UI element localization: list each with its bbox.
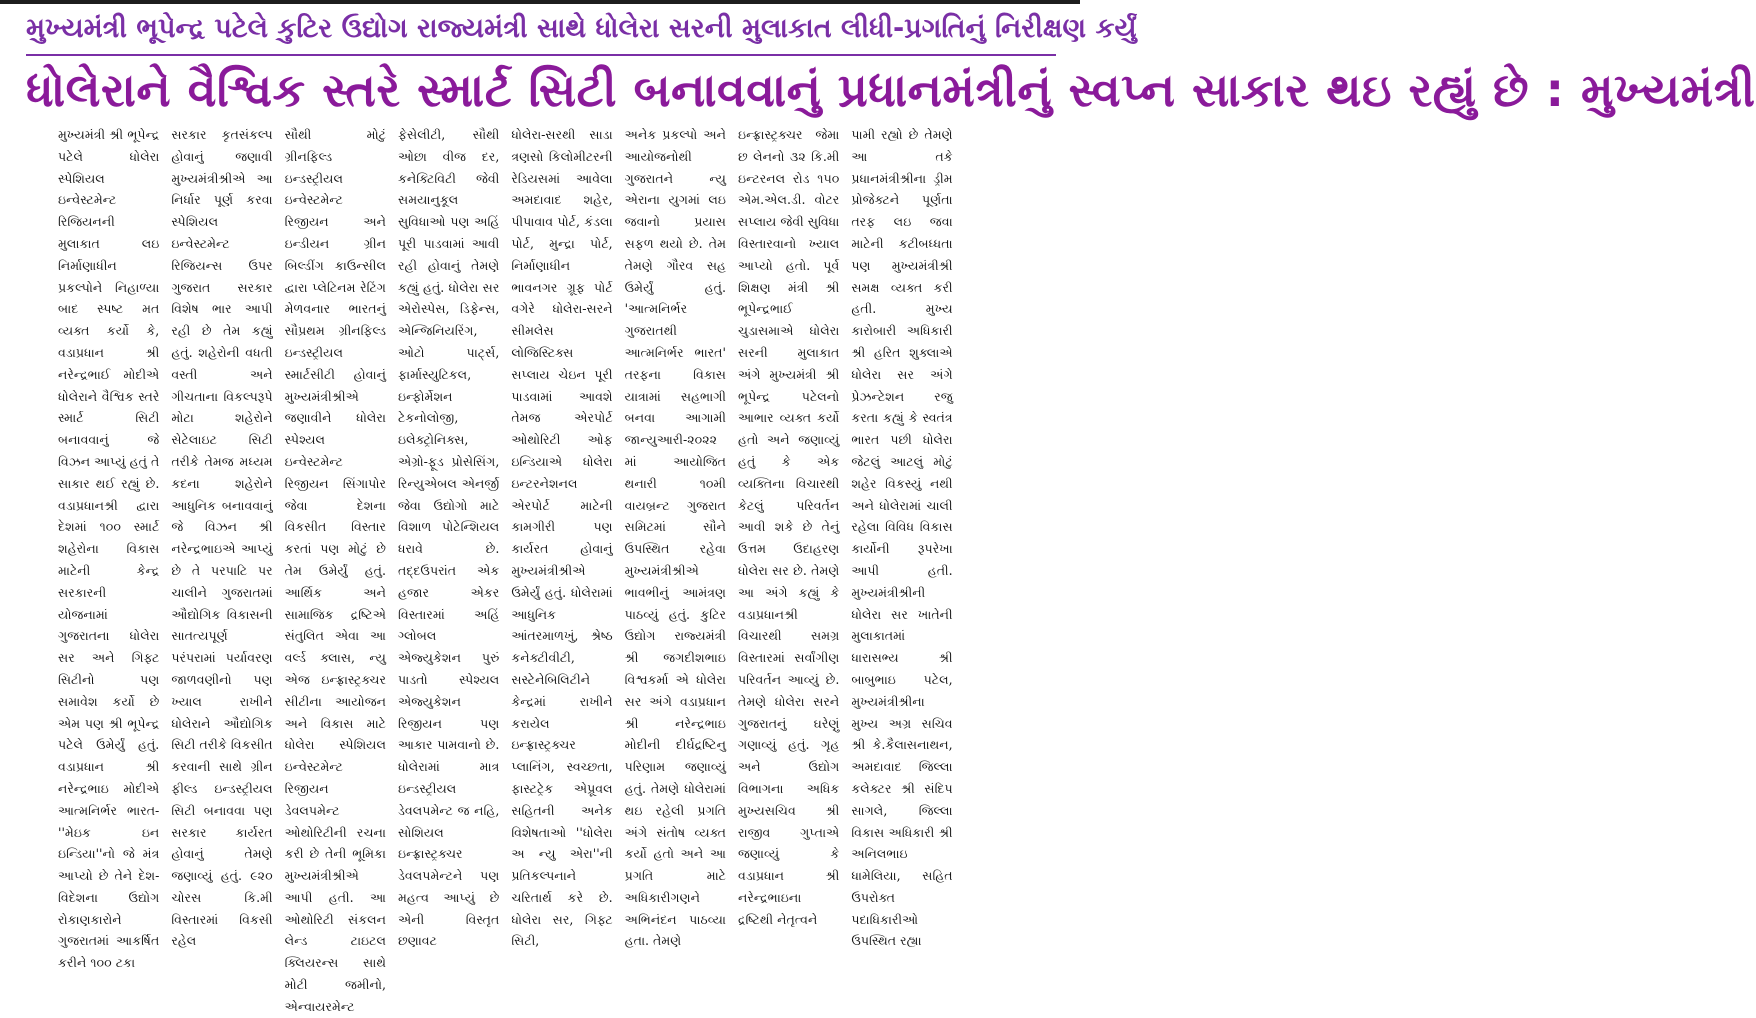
article-column-6: અનેક પ્રકલ્પો અને આયોજનોથી ગુજરાતને ન્યુ એરાના યુગમાં લઇ જવાનો પ્રયાસ સફળ થયો છે. તેમ તેમણે ગૌરવ સહ ઉમેર્યું હતું. 'આત્મનિર્ભર ગુજરાતથી આત્મનિર્ભર ભારત' તરફના વિકાસ યાત્રામાં સહભાગી બનવા આગામી જાન્યુઆરી-૨૦૨૨ માં આયોજિત થનારી ૧૦મી વાયબ્રન્ટ ગુજરાત સમિટમાં સૌને ઉપસ્થિત રહેવા મુખ્યમંત્રીશ્રીએ ભાવભીનું આમંત્રણ પાઠવ્યું હતું. કુટિર ઉદ્યોગ રાજ્યમંત્રી શ્રી જગદીશભાઇ વિશ્વકર્મા એ ધોલેરા સર અંગે વડાપ્રધાન શ્રી નરેન્દ્રભાઇ મોદીની દીર્ઘદ્રષ્ટિનુ પરિણામ જણાવ્યું હતું. તેમણે ધોલેરામાં થઇ રહેલી પ્રગતિ અંગે સંતોષ વ્યક્ત કર્યો હતો અને આ પ્રગતિ માટે અધિકારીગણને અભિનંદન પાઠવ્યા હતા. તેમણે [624, 127, 726, 949]
article-column-3: સૌથી મોટું ગ્રીનફિલ્ડ ઇન્ડસ્ટ્રીયલ ઇન્વેસ્ટમેન્ટ રિજીયન અને ઇન્ડીયન ગ્રીન બિલ્ડીંગ કાઉન્સીલ દ્વારા પ્લેટિનમ રેટિંગ મેળવનાર ભારતનું સૌપ્રથમ ગ્રીનફિલ્ડ ઇન્ડસ્ટ્રીયલ સ્માર્ટસીટી હોવાનું મુખ્યમંત્રીશ્રીએ જણાવીને ધોલેરા સ્પેશ્યલ ઇન્વેસ્ટમેન્ટ રિજીયન સિંગાપોર જેવા દેશના વિકસીત વિસ્તાર કરતાં પણ મોટું છે તેમ ઉમેર્યું હતું. આર્થિક અને સામાજિક દ્રષ્ટિએ સંતુલિત એવા આ વર્લ્ડ ક્લાસ, ન્યુ એજ ઇન્ફ્રાસ્ટ્રક્ચર સીટીના આયોજન અને વિકાસ માટે ધોલેરા સ્પેશિયલ ઇન્વેસ્ટમેન્ટ રિજીયન ડેવલપમેન્ટ ઓથોરિટીની રચના કરી છે તેની ભૂમિકા મુખ્યમંત્રીશ્રીએ આપી હતી. આ ઓથોરિટી સંકલન લેન્ડ ટાઇટલ ક્લિયરન્સ સાથે મોટી જમીનો, એન્વાયરમેન્ટ [284, 127, 386, 1014]
article-column-2: સરકાર કૃતસંકલ્પ હોવાનું જણાવી મુખ્યમંત્રીશ્રીએ આ નિર્ધાર પૂર્ણ કરવા સ્પેશિયલ ઇન્વેસ્ટમેન્ટ રિજિયન્સ ઉપર ગુજરાત સરકાર વિશેષ ભાર આપી રહી છે તેમ કહ્યું હતું. શહેરોની વધતી વસ્તી અને ગીચતાના વિકલ્પરૂપે મોટા શહેરોને સેટેલાઇટ સિટી તરીકે તેમજ મધ્યમ કદના શહેરોને આધુનિક બનાવવાનું જે વિઝન શ્રી નરેન્દ્રભાઇએ આપ્યું છે તે પરપાટિ પર ચાલીને ગુજરાતમાં ઔદ્યોગિક વિકાસની સાતત્યપૂર્ણ પરંપરામાં પર્યાવરણ જાળવણીનો પણ ખ્યાલ રાખીને ધોલેરાને ઔદ્યોગિક સિટી તરીકે વિકસીત કરવાની સાથે ગ્રીન ફીલ્ડ ઇન્ડસ્ટ્રીયલ સિટી બનાવવા પણ સરકાર કાર્યરત હોવાનું તેમણે જણાવ્યું હતું. ૯૨૦ ચોરસ કિ.મી વિસ્તારમાં વિકસી રહેલ [171, 127, 273, 949]
article-column-1: મુખ્યમંત્રી શ્રી ભૂપેન્દ્ર પટેલે ધોલેરા સ્પેશિયલ ઇન્વેસ્ટમેન્ટ રિજિયનની મુલાકાત લઇ નિર્માણાધીન પ્રકલ્પોને નિહાળ્યા બાદ સ્પષ્ટ મત વ્યક્ત કર્યો કે, વડાપ્રધાન શ્રી નરેન્દ્રભાઈ મોદીએ ધોલેરાને વૈશ્વિક સ્તરે સ્માર્ટ સિટી બનાવવાનું જે વિઝન આપ્યું હતું તે સાકાર થઈ રહ્યું છે. વડાપ્રધાનશ્રી દ્વારા દેશમાં ૧૦૦ સ્માર્ટ શહેરોના વિકાસ માટેની કેન્દ્ર સરકારની યોજનામાં ગુજરાતના ધોલેરા સર અને ગિફ્ટ સિટીનો પણ સમાવેશ કર્યો છે એમ પણ શ્રી ભૂપેન્દ્ર પટેલે ઉમેર્યું હતું. વડાપ્રધાન શ્રી નરેન્દ્રભાઇ મોદીએ આત્મનિર્ભર ભારત- ''મેઇક ઇન ઇન્ડિયા''નો જે મંત્ર આપ્યો છે તેને દેશ-વિદેશના ઉદ્યોગ રોકાણકારોને ગુજરાતમાં આકર્ષિત કરીને ૧૦૦ ટકા [58, 127, 160, 971]
top-border [0, 0, 1080, 4]
subheadline: મુખ્યમંત્રી ભૂપેન્દ્ર પટેલે કુટિર ઉદ્યોગ રાજ્યમંત્રી સાથે ધોલેરા સરની મુલાકાત લીધી-પ્રગતિનું નિરીક્ષણ કર્યું [26, 13, 1137, 44]
headline: ધોલેરાને વૈશ્વિક સ્તરે સ્માર્ટ સિટી બનાવવાનું પ્રધાનમંત્રીનું સ્વપ્ન સાકાર થઇ રહ્યું છે : મુખ્યમંત્રી [26, 63, 1756, 117]
article-column-5: ધોલેરા-સરથી સાડા ત્રણસો કિલોમીટરની રેડિયસમાં આવેલા અમદાવાદ શહેર, પીપાવાવ પોર્ટ, કંડલા પોર્ટ, મુન્દ્રા પોર્ટ, નિર્માણાધીન ભાવનગર ગ્રૂફ પોર્ટ વગેરે ધોલેરા-સરને સીમલેસ લોજિસ્ટિક્સ સપ્લાય ચેઇન પૂરી પાડવામાં આવશે તેમજ એરપોર્ટ ઓથોરિટી ઓફ ઇન્ડિયાએ ધોલેરા ઇન્ટરનેશનલ એરપોર્ટ માટેની કામગીરી પણ કાર્યરત હોવાનું મુખ્યમંત્રીશ્રીએ ઉમેર્યું હતું. ધોલેરામાં આધુનિક આંતરમાળખું, શ્રેષ્ઠ કનેક્ટીવીટી, સસ્ટેનેબિલિટીને કેન્દ્રમાં રાખીને કરાયેલ ઇન્ફ્રાસ્ટ્રક્ચર પ્લાનિંગ, સ્વચ્છતા, ફાસ્ટટ્રેક એપ્રૂવલ સહિતની અનેક વિશેષતાઓ ''ધોલેરા અ ન્યુ એરા''ની પ્રતિકલ્પનાને ચરિતાર્થ કરે છે. ધોલેરા સર, ગિફ્ટ સિટી, [511, 127, 613, 949]
article-column-8: પામી રહ્યો છે તેમણે આ તકે પ્રધાનમંત્રીશ્રીના ડ્રીમ પ્રોજેક્ટને પૂર્ણતા તરફ લઇ જવા માટેની કટીબધ્ધતા પણ મુખ્યમંત્રીશ્રી સમક્ષ વ્યક્ત કરી હતી. મુખ્ય કારોબારી અધિકારી શ્રી હરિત શુક્લાએ ધોલેરા સર અંગે પ્રેઝન્ટેશન રજુ કરતા કહ્યું કે સ્વતંત્ર ભારત પછી ધોલેરા જેટલું આટલું મોટું શહેર વિકસ્યું નથી અને ધોલેરામાં ચાલી રહેલા વિવિધ વિકાસ કાર્યોની રૂપરેખા આપી હતી. મુખ્યમંત્રીશ્રીની ધોલેરા સર ખાતેની મુલાકાતમાં ધારાસભ્ય શ્રી બાબુભાઇ પટેલ, મુખ્યમંત્રીશ્રીના મુખ્ય અગ્ર સચિવ શ્રી કે.કૈલાસનાથન, અમદાવાદ જિલ્લા કલેક્ટર શ્રી સંદિપ સાગલે, જિલ્લા વિકાસ અધિકારી શ્રી અનિલભાઇ ધામેલિયા, સહિત ઉપરોક્ત પદાધિકારીઓ ઉપસ્થિત રહ્યા [851, 127, 953, 949]
article-column-7: ઇન્ફ્રાસ્ટ્રક્ચર જેમા છ લેનનો ૩૨ કિ.મી ઇન્ટરનલ રોડ ૧૫૦ એમ.એલ.ડી. વોટર સપ્લાય જેવી સુવિધા વિસ્તારવાનો ખ્યાલ આપ્યો હતો. પૂર્વ શિક્ષણ મંત્રી શ્રી ભૂપેન્દ્રભાઈ ચુડાસમાએ ધોલેરા સરની મુલાકાત અંગે મુખ્યમંત્રી શ્રી ભૂપેન્દ્ર પટેલનો આભાર વ્યક્ત કર્યો હતો અને જણાવ્યું હતું કે એક વ્યક્તિના વિચારથી કેટલું પરિવર્તન આવી શકે છે તેનું ઉત્તમ ઉદાહરણ ધોલેરા સર છે. તેમણે આ અંગે કહ્યું કે વડાપ્રધાનશ્રી વિચારથી સમગ્ર વિસ્તારમાં સર્વાંગીણ પરિવર્તન આવ્યું છે. તેમણે ધોલેરા સરને ગુજરાતનું ઘરેણું ગણાવ્યું હતું. ગૃહ અને ઉદ્યોગ વિભાગના અધિક મુખ્યસચિવ શ્રી રાજીવ ગુપ્તાએ જણાવ્યું કે વડાપ્રધાન શ્રી નરેન્દ્રભાઇના દ્રષ્ટિથી નેતૃત્વને [738, 127, 840, 927]
article-body [58, 124, 1066, 1014]
article-column-4: ફેસેલીટી, સૌથી ઓછા વીજ દર, કનેક્ટિવિટી જેવી સમયાનુકૂલ સુવિધાઓ પણ અહિં પૂરી પાડવામાં આવી રહી હોવાનું તેમણે કહ્યું હતું. ધોલેરા સર એરોસ્પેસ, ડિફેન્સ, એન્જિનિયરિંગ, ઓટો પાર્ટ્સ, ફાર્માસ્યુટિકલ, ઇન્ફોર્મેશન ટેકનોલોજી, ઇલેક્ટ્રોનિક્સ, એગ્રો-ફૂડ પ્રોસેસિંગ, રિન્યુએબલ એનર્જી જેવા ઉદ્યોગો માટે વિશાળ પોટેન્શિયલ ધરાવે છે. તદ્દઉપરાંત એક હજાર એકર વિસ્તારમાં અહિં ગ્લોબલ એજ્યુકેશન પુરું પાડતો સ્પેશ્યલ એજ્યુકેશન રિજીયન પણ આકાર પામવાનો છે. ધોલેરામાં માત્ર ઇન્ડસ્ટ્રીયલ ડેવલપમેન્ટ જ નહિ, સોશિયલ ઇન્ફ્રાસ્ટ્રક્ચર ડેવલપમેન્ટને પણ મહત્વ આપ્યું છે એની વિસ્તૃત છણાવટ [398, 127, 500, 949]
divider-rule [26, 54, 1056, 56]
